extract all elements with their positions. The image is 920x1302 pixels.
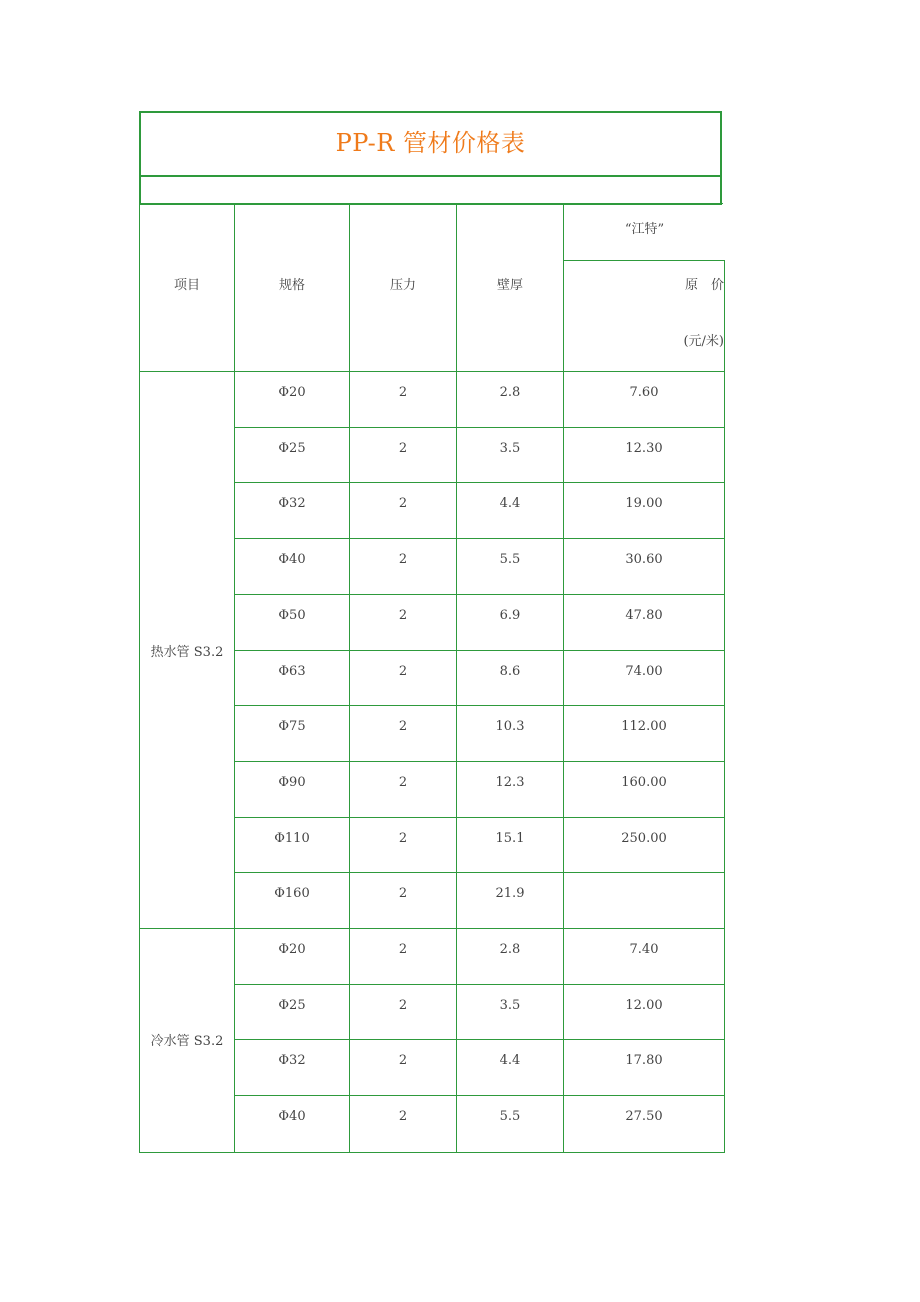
row-divider [235,984,725,985]
header-item: 项目 [173,278,200,293]
cell-pressure: 2 [398,496,408,512]
group-label: 热水管 S3.2 [150,644,224,660]
row-divider [140,928,725,929]
cell-pressure: 2 [398,1053,408,1069]
cell-pressure: 2 [398,942,408,957]
cell-wall: 4.4 [499,1053,521,1069]
header-wall: 壁厚 [496,278,523,293]
cell-price: 12.30 [625,440,663,456]
cell-spec: Φ110 [274,830,310,846]
header-divider [563,260,725,261]
cell-wall: 2.8 [499,385,521,400]
cell-spec: Φ25 [278,440,306,456]
cell-pressure: 2 [398,663,408,679]
page-title: PP-R 管材价格表 [335,129,526,157]
cell-pressure: 2 [398,997,408,1013]
row-divider [235,427,725,428]
header-bottom-line [140,371,725,372]
cell-spec: Φ75 [278,719,306,735]
row-divider [235,538,725,539]
header-price-unit: (元/米) [683,334,724,349]
price-table [139,204,725,1153]
cell-pressure: 2 [398,552,408,568]
cell-pressure: 2 [398,1109,408,1125]
cell-wall: 5.5 [499,1109,521,1125]
row-divider [235,872,725,873]
header-spec: 规格 [278,278,305,293]
cell-spec: Φ63 [278,663,306,679]
cell-wall: 3.5 [499,997,521,1013]
cell-spec: Φ40 [278,1109,306,1125]
cell-spec: Φ32 [278,496,306,512]
cell-wall: 6.9 [499,607,521,623]
row-divider [235,761,725,762]
title-box [139,111,722,177]
row-divider [235,817,725,818]
header-price-label: 原 价 [684,278,724,293]
group-label: 冷水管 S3.2 [150,1034,224,1050]
cell-wall: 8.6 [499,663,521,679]
cell-price: 19.00 [625,496,663,512]
cell-wall: 15.1 [495,830,525,846]
cell-price: 17.80 [625,1053,663,1069]
cell-spec: Φ160 [274,886,310,902]
row-divider [235,1039,725,1040]
cell-pressure: 2 [398,719,408,735]
cell-pressure: 2 [398,886,408,902]
cell-spec: Φ32 [278,1053,306,1069]
cell-price: 160.00 [621,774,667,790]
cell-spec: Φ90 [278,774,306,790]
cell-pressure: 2 [398,385,408,400]
cell-pressure: 2 [398,774,408,790]
cell-price: 7.60 [629,385,659,400]
cell-spec: Φ25 [278,997,306,1013]
cell-price: 30.60 [625,552,663,568]
cell-spec: Φ20 [278,385,306,400]
cell-spec: Φ40 [278,552,306,568]
row-divider [235,594,725,595]
header-pressure: 压力 [389,278,416,293]
cell-price: 74.00 [625,663,663,679]
row-divider [235,1095,725,1096]
cell-spec: Φ50 [278,607,306,623]
cell-wall: 2.8 [499,942,521,957]
cell-price: 27.50 [625,1109,663,1125]
header-brand: “江特” [624,222,665,237]
cell-price: 7.40 [629,942,659,957]
row-divider [235,482,725,483]
cell-wall: 5.5 [499,552,521,568]
cell-pressure: 2 [398,440,408,456]
cell-price: 250.00 [621,830,667,846]
cell-price: 12.00 [625,997,663,1013]
cell-pressure: 2 [398,830,408,846]
cell-price: 112.00 [621,719,667,735]
cell-wall: 3.5 [499,440,521,456]
cell-wall: 12.3 [495,774,525,790]
row-divider [235,705,725,706]
cell-wall: 10.3 [495,719,525,735]
row-divider [235,650,725,651]
cell-wall: 4.4 [499,496,521,512]
cell-pressure: 2 [398,607,408,623]
column-divider [724,260,725,1152]
cell-price: 47.80 [625,607,663,623]
cell-wall: 21.9 [495,886,525,902]
subtitle-box [139,175,722,205]
cell-spec: Φ20 [278,942,306,957]
